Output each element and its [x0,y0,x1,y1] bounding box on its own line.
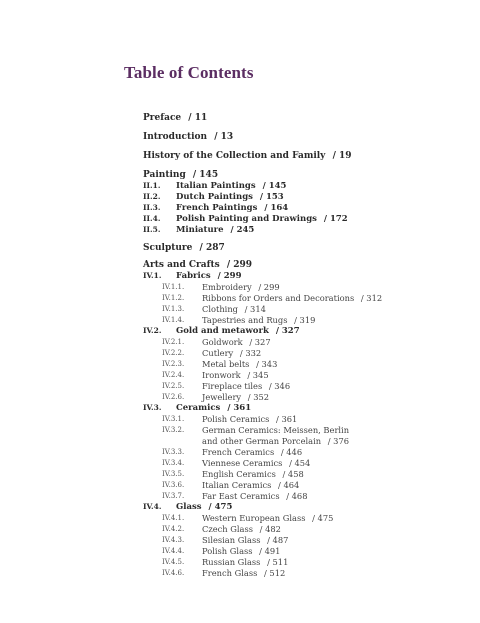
toc-entry-title: Russian Glass [202,557,261,567]
toc-entry-page: / 245 [230,225,255,235]
toc-entry-number: IV.1.2. [162,294,185,302]
toc-entry-title: Arts and Crafts [143,260,220,270]
toc-entry-page: / 361 [227,403,252,413]
toc-entry-title: Cutlery [202,348,234,358]
toc-entry-title: French Paintings [176,203,258,213]
toc-entry-page: / 352 [247,392,270,402]
toc-entry-label [176,224,254,236]
toc-entry-title: German Ceramics: Meissen, Berlin [202,425,350,435]
toc-entry-title: Italian Ceramics [202,480,272,490]
toc-entry-title: Painting [143,170,186,180]
toc-entry-title: Miniature [176,225,224,235]
toc-entry-number: II.1. [143,181,161,190]
toc-entry-number: IV.2.3. [162,360,185,368]
toc-entry-page: / 511 [267,557,289,567]
toc-entry-title: History of the Collection and Family [143,151,326,161]
page-title: Table of Contents [124,63,254,82]
toc-entry-title: French Glass [202,568,258,578]
toc-entry-page: / 299 [217,271,242,281]
toc-entry-title: Ceramics [176,403,221,413]
toc-entry-number: IV.2. [143,326,162,335]
toc-entry-number: IV.1. [143,271,162,280]
toc-entry-number: IV.3.7. [162,492,185,500]
toc-entry-number: IV.3.3. [162,448,185,456]
toc-entry-title: and other German Porcelain [202,436,322,446]
toc-entry-number: IV.4.4. [162,547,185,555]
toc-entry-title: Italian Paintings [176,181,256,191]
toc-entry-number: IV.4.1. [162,514,185,522]
toc-entry-number: IV.4.6. [162,569,185,577]
toc-entry-page: / 512 [264,568,286,578]
toc-entry-label [143,112,207,124]
toc-entry-number: II.3. [143,203,161,212]
toc-entry-page: / 468 [286,491,308,501]
toc-entry-title: Ribbons for Orders and Decorations [202,293,355,303]
toc-entry-page: / 446 [280,447,303,457]
toc-entry-page: / 475 [312,513,334,523]
toc-entry-number: IV.3.4. [162,459,185,467]
toc-entry-page: / 319 [294,315,316,325]
toc-entry-page: / 487 [267,535,289,545]
toc-entry-number: IV.2.2. [162,349,185,357]
toc-entry-number: IV.4.2. [162,525,185,533]
toc-entry-page: / 327 [249,337,271,347]
toc-entry-page: / 346 [268,381,291,391]
toc-entry-page: / 299 [226,260,253,270]
toc-entry-page: / 153 [259,192,284,202]
toc-entry-page: / 11 [188,113,208,123]
toc-entry-page: / 482 [259,524,281,534]
toc-entry-title: Goldwork [202,337,243,347]
toc-entry-title: Ironwork [202,370,241,380]
toc-entry-page: / 464 [278,480,300,490]
toc-entry-title: Introduction [143,132,208,142]
toc-entry-number: II.5. [143,225,161,234]
toc-entry-page: / 361 [276,414,298,424]
toc-entry-page: / 314 [244,304,266,314]
toc-entry-page: / 376 [327,436,350,446]
toc-entry-title: Polish Ceramics [202,414,270,424]
toc-entry-page: / 345 [247,370,269,380]
toc-entry-number: IV.4.3. [162,536,185,544]
toc-entry-number: IV.3.5. [162,470,185,478]
toc-entry-page: / 475 [208,502,233,512]
toc-entry-title: Viennese Ceramics [202,458,283,468]
toc-entry-title: Sculpture [143,243,193,253]
toc-entry-number: IV.1.4. [162,316,185,324]
toc-entry-page: / 287 [199,243,225,253]
toc-entry-number: IV.1.1. [162,283,185,291]
toc-entry-title: Glass [176,502,202,512]
toc-entry-title: Clothing [202,304,238,314]
toc-entry-page: / 312 [360,293,383,303]
toc-entry-number: IV.1.3. [162,305,185,313]
toc-entry-title: English Ceramics [202,469,276,479]
toc-entry-page: / 491 [259,546,281,556]
toc-entry-title: Metal belts [202,359,250,369]
toc-entry-title: Western European Glass [202,513,306,523]
toc-entry-page: / 299 [258,282,280,292]
toc-entry-title: French Ceramics [202,447,275,457]
toc-entry-title: Far East Ceramics [202,491,280,501]
toc-entry-number: IV.3. [143,403,162,412]
toc-entry-number: IV.4. [143,502,162,511]
toc-entry-number: II.4. [143,214,161,223]
toc-entry-number: IV.3.2. [162,426,185,434]
toc-entry-number: II.2. [143,192,161,201]
toc-entry-title: Polish Glass [202,546,253,556]
toc-entry-number: IV.2.6. [162,393,185,401]
toc-entry-page: / 458 [282,469,304,479]
toc-entry-page: / 172 [323,214,348,224]
toc-entry-number: IV.2.5. [162,382,185,390]
toc-entry-title: Silesian Glass [202,535,261,545]
toc-entry-page: / 343 [256,359,278,369]
toc-entry-page: / 454 [289,458,311,468]
toc-entry-number: IV.2.1. [162,338,185,346]
toc-entry-title: Tapestries and Rugs [202,315,288,325]
toc-entry-title: Embroidery [202,282,252,292]
toc-entry-number: IV.3.1. [162,415,185,423]
toc-entry-title: Gold and metawork [176,326,269,336]
toc-entry-page: / 145 [262,181,287,191]
toc-entry-page: / 327 [275,326,300,336]
toc-entry-page: / 332 [239,348,262,358]
toc-entry-title: Jewellery [202,392,242,402]
toc-entry-page: / 19 [332,151,352,161]
toc-entry-title: Preface [143,113,182,123]
toc-entry-label [143,242,225,254]
toc-entry-number: IV.4.5. [162,558,185,566]
toc-entry-number: IV.2.4. [162,371,185,379]
toc-entry-title: Dutch Paintings [176,192,253,202]
toc-entry-number: IV.3.6. [162,481,185,489]
toc-entry-label [202,567,285,579]
toc-entry-title: Czech Glass [202,524,254,534]
toc-entry-title: Polish Painting and Drawings [176,214,317,224]
toc-entry-title: Fabrics [176,271,211,281]
toc-entry-page: / 13 [214,132,234,142]
toc-entry-page: / 145 [192,170,219,180]
toc-entry-label [143,131,233,143]
toc-entry-title: Fireplace tiles [202,381,263,391]
toc-entry-label [143,150,352,162]
toc-entry-page: / 164 [264,203,289,213]
